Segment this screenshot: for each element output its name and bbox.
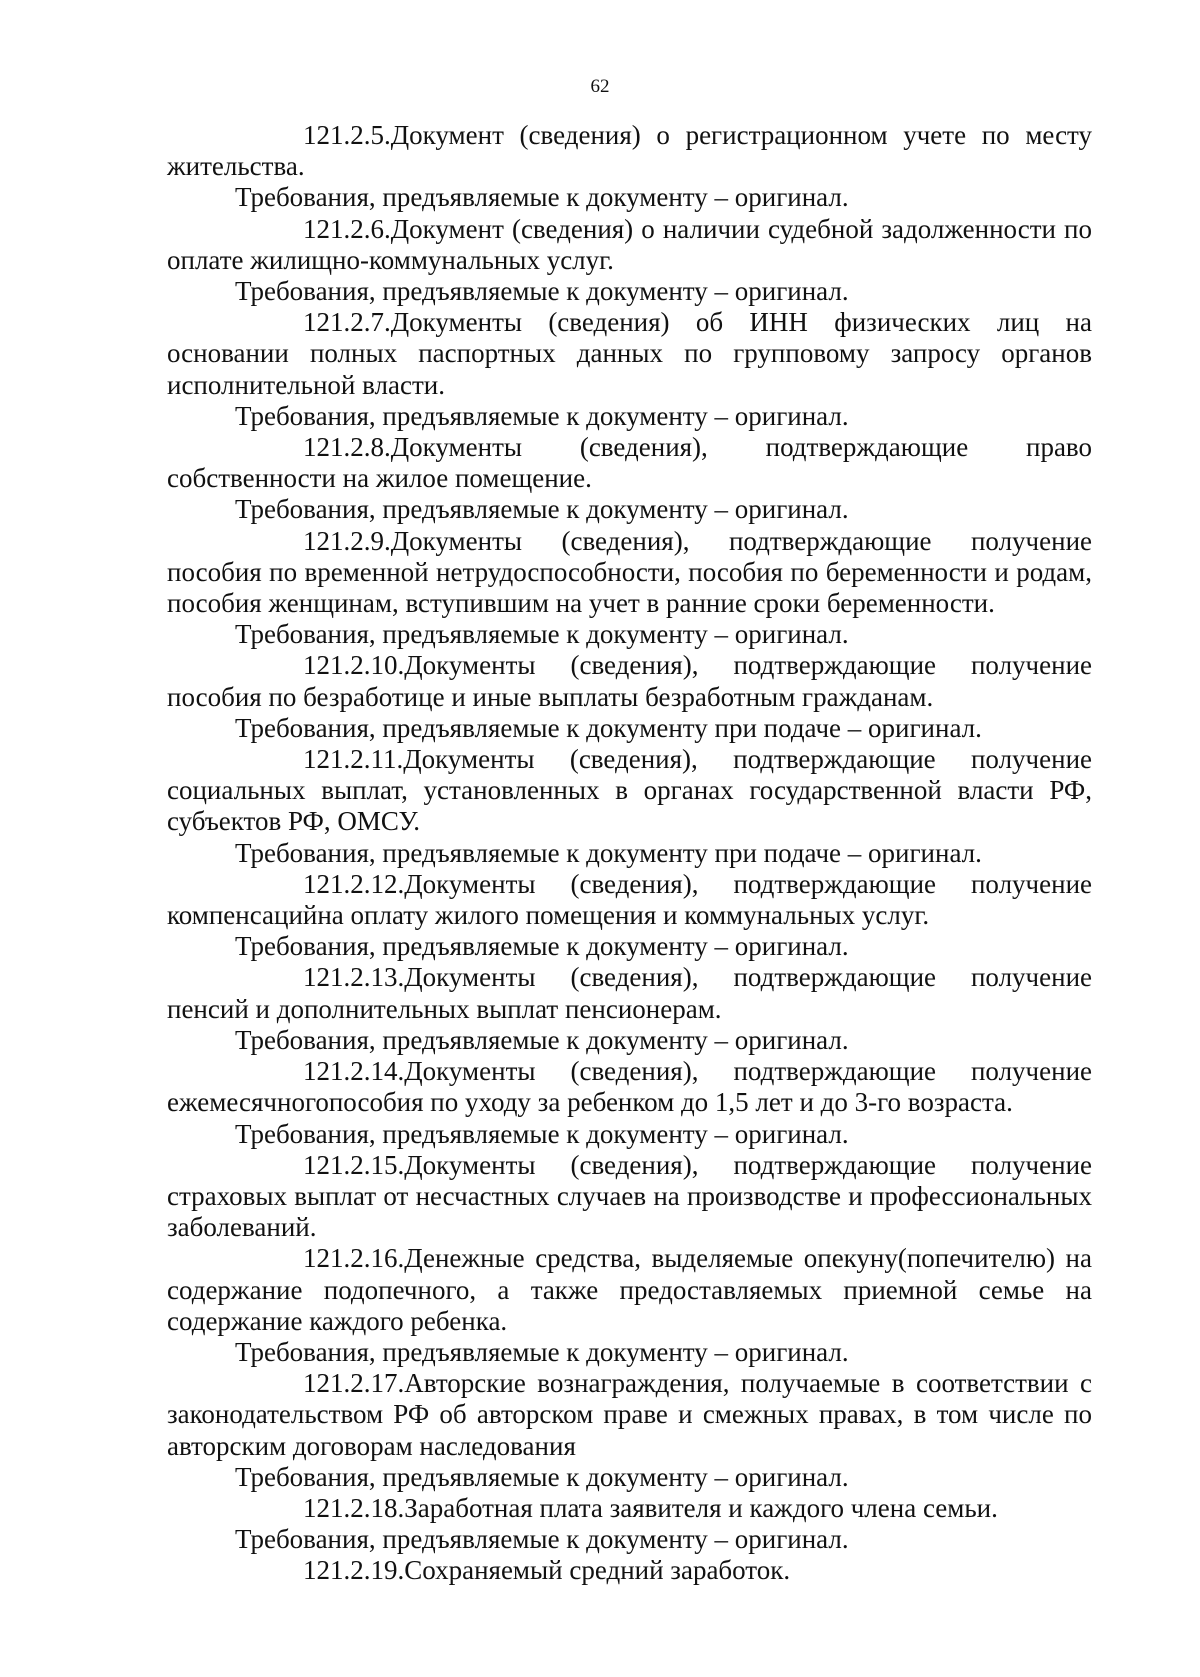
clause-text: Документ (сведения) о регистрационном учете по месту жительства.: [167, 120, 1092, 182]
clause-paragraph: [167, 432, 1092, 494]
clause-number: 121.2.16.: [303, 1243, 405, 1274]
clause-number: 121.2.13.: [303, 962, 405, 993]
requirement-line: Требования, предъявляемые к документу – оригинал.: [235, 931, 849, 962]
clause-number: 121.2.8.: [303, 432, 391, 463]
clause-paragraph: [167, 1555, 1092, 1586]
clause-paragraph: [167, 650, 1092, 712]
clause-paragraph: [167, 1368, 1092, 1462]
clause-paragraph: [167, 1056, 1092, 1118]
clause-paragraph: [167, 1493, 1092, 1524]
clause-paragraph: [167, 526, 1092, 620]
clause-paragraph: [167, 869, 1092, 931]
clause-number: 121.2.10.: [303, 650, 405, 681]
clause-text: Сохраняемый средний заработок.: [404, 1555, 791, 1586]
clause-paragraph: [167, 307, 1092, 401]
clause-number: 121.2.12.: [303, 868, 405, 899]
clause-text: Документы (сведения), подтверждающие получение пособия по безработице и иные выплаты безработным гражданам.: [167, 650, 1092, 712]
clause-text: Документы (сведения), подтверждающие получение пособия по временной нетрудоспособности, пособия по беременности и родам, пособия женщинам, вступившим на учет в ранние сроки беременности.: [167, 525, 1092, 619]
requirement-line: Требования, предъявляемые к документу – оригинал.: [235, 182, 849, 213]
requirement-line: Требования, предъявляемые к документу при подаче – оригинал.: [235, 712, 982, 743]
requirement-line: Требования, предъявляемые к документу – оригинал.: [235, 1524, 849, 1555]
clause-text: Документы (сведения), подтверждающие получение социальных выплат, установленных в органах государственной власти РФ, субъектов РФ, ОМСУ.: [167, 744, 1092, 837]
requirement-line: Требования, предъявляемые к документу – оригинал.: [235, 1118, 849, 1149]
requirement-line: Требования, предъявляемые к документу – оригинал.: [235, 400, 849, 431]
clause-text: Документы (сведения), подтверждающие получение компенсацийна оплату жилого помещения и коммунальных услуг.: [167, 868, 1092, 931]
clause-number: 121.2.17.: [303, 1368, 405, 1399]
clause-text: Заработная плата заявителя и каждого члена семьи.: [404, 1492, 998, 1523]
requirement-line: Требования, предъявляемые к документу – оригинал.: [235, 276, 849, 307]
clause-number: 121.2.5.: [303, 120, 391, 150]
clause-number: 121.2.9.: [303, 525, 391, 556]
clause-paragraph: [167, 744, 1092, 838]
clause-number: 121.2.18.: [303, 1492, 405, 1523]
document-body: [167, 120, 1092, 1587]
clause-text: Документы (сведения), подтверждающие право собственности на жилое помещение.: [167, 432, 1092, 494]
page-number: 62: [590, 76, 610, 97]
clause-text: Документы (сведения), подтверждающие получение пенсий и дополнительных выплат пенсионерам.: [167, 962, 1092, 1024]
clause-number: 121.2.19.: [303, 1555, 405, 1586]
requirement-line: Требования, предъявляемые к документу – оригинал.: [235, 494, 849, 525]
clause-paragraph: [167, 120, 1092, 182]
requirement-line: Требования, предъявляемые к документу – оригинал.: [235, 1024, 849, 1055]
clause-text: Документ (сведения) о наличии судебной задолженности по оплате жилищно-коммунальных услуг.: [167, 213, 1092, 275]
clause-number: 121.2.14.: [303, 1056, 405, 1087]
clause-text: Денежные средства, выделяемые опекуну(попечителю) на содержание подопечного, а также предоставляемых приемной семье на содержание каждого ребенка.: [167, 1243, 1092, 1336]
clause-text: Документы (сведения) об ИНН физических лиц на основании полных паспортных данных по групповому запросу органов исполнительной власти.: [167, 307, 1092, 400]
clause-text: Авторские вознаграждения, получаемые в соответствии с законодательством РФ об авторском праве и смежных правах, в том числе по авторским договорам наследования: [167, 1368, 1092, 1461]
clause-paragraph: [167, 214, 1092, 276]
clause-paragraph: [167, 962, 1092, 1024]
requirement-line: Требования, предъявляемые к документу – оригинал.: [235, 1336, 849, 1367]
clause-number: 121.2.11.: [303, 744, 404, 775]
clause-paragraph: [167, 1243, 1092, 1337]
clause-text: Документы (сведения), подтверждающие получение страховых выплат от несчастных случаев на производстве и профессиональных заболеваний.: [167, 1149, 1092, 1243]
requirement-line: Требования, предъявляемые к документу – оригинал.: [235, 1461, 849, 1492]
clause-number: 121.2.6.: [303, 213, 391, 244]
clause-paragraph: [167, 1150, 1092, 1244]
clause-number: 121.2.7.: [303, 307, 391, 338]
requirement-line: Требования, предъявляемые к документу – оригинал.: [235, 619, 849, 650]
clause-text: Документы (сведения), подтверждающие получение ежемесячногопособия по уходу за ребенком до 1,5 лет и до 3-го возраста.: [167, 1056, 1092, 1118]
requirement-line: Требования, предъявляемые к документу при подаче – оригинал.: [235, 837, 982, 868]
clause-number: 121.2.15.: [303, 1149, 405, 1180]
